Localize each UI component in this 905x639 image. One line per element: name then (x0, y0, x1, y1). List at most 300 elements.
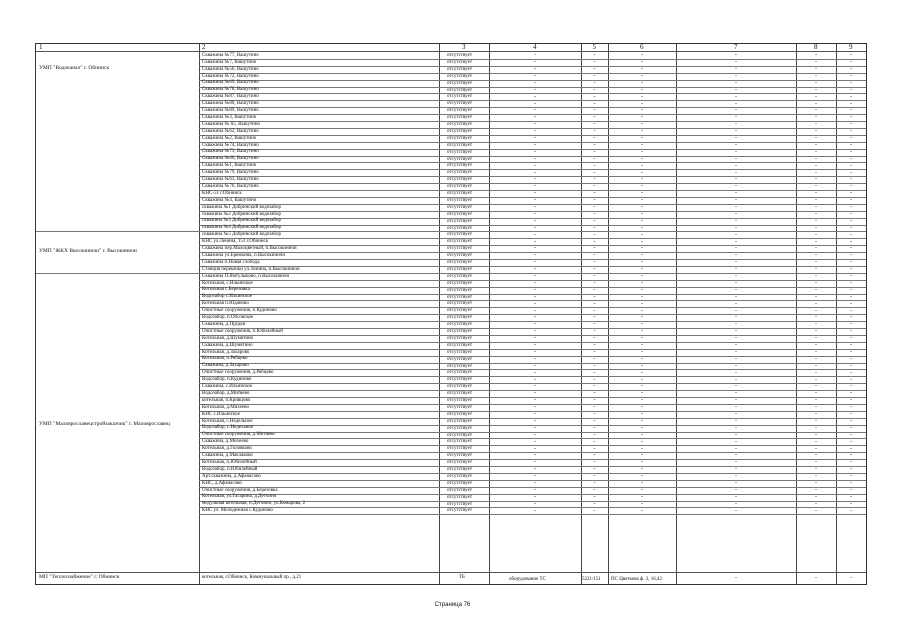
facility-name: Котельная, с.Ильинское (202, 280, 253, 286)
last-row-col4: оборудование ТС (509, 577, 546, 582)
row-divider (199, 425, 866, 426)
empty-cell-dash: - (593, 59, 596, 66)
empty-cell-dash: - (850, 459, 852, 466)
empty-cell-dash: - (641, 217, 643, 224)
row-divider (199, 473, 866, 474)
row-divider (199, 335, 866, 336)
empty-cell-dash: - (850, 210, 852, 217)
empty-cell-dash: - (850, 493, 852, 500)
empty-cell-dash: - (815, 128, 817, 135)
empty-cell-dash: - (850, 507, 852, 514)
empty-cell-dash: - (641, 383, 643, 390)
empty-cell-dash: - (641, 128, 643, 135)
empty-cell-dash: - (850, 321, 852, 328)
status-cell: отсутствует (447, 218, 473, 224)
empty-cell-dash: - (815, 445, 817, 452)
empty-cell-dash: - (735, 210, 737, 217)
status-cell: отсутствует (447, 453, 473, 459)
empty-cell-dash: - (815, 486, 817, 493)
empty-cell-dash: - (815, 266, 817, 273)
empty-cell-dash: - (815, 404, 817, 411)
empty-cell-dash: - (815, 183, 817, 190)
row-divider (199, 162, 866, 163)
empty-cell-dash: - (593, 273, 596, 279)
status-cell: отсутствует (447, 294, 473, 300)
empty-cell-dash: - (850, 128, 852, 135)
empty-cell-dash: - (641, 52, 643, 59)
empty-cell-dash: - (534, 238, 536, 245)
facility-name: Очистные сооружения, п.Кудиново (202, 308, 277, 314)
empty-cell-dash: - (641, 155, 643, 162)
row-divider (199, 280, 866, 281)
row-divider (199, 356, 866, 357)
empty-cell-dash: - (735, 452, 737, 459)
status-cell: отсутствует (447, 115, 473, 121)
row-divider (199, 252, 866, 253)
facility-name: Скважина п.Новая слобода (202, 259, 260, 265)
empty-cell-dash: - (850, 93, 852, 100)
empty-cell-dash: - (534, 459, 536, 466)
empty-cell-dash: - (593, 293, 596, 300)
status-cell: отсутствует (447, 301, 473, 307)
facility-name: Очистные сооружения, д.Митяево (202, 432, 275, 438)
empty-cell-dash: - (850, 245, 852, 252)
empty-cell-dash: - (641, 424, 643, 431)
empty-cell-dash: - (815, 362, 817, 369)
empty-cell-dash: - (641, 210, 643, 217)
empty-cell-dash: - (815, 424, 817, 431)
facility-name: КНС с.Ильинское (202, 411, 240, 417)
row-divider (199, 287, 866, 288)
status-cell: отсутствует (447, 135, 473, 141)
empty-cell-dash: - (735, 245, 737, 252)
empty-cell-dash: - (593, 300, 596, 307)
empty-cell-dash: - (850, 335, 852, 342)
empty-cell-dash: - (593, 197, 596, 204)
empty-cell-dash: - (641, 141, 643, 148)
empty-cell-dash: - (850, 107, 852, 114)
empty-cell-dash: - (815, 121, 817, 128)
row-divider (199, 307, 866, 308)
status-cell: отсутствует (447, 80, 473, 86)
empty-cell-dash: - (850, 141, 852, 148)
empty-cell-dash: - (815, 355, 817, 362)
empty-cell-dash: - (641, 342, 643, 348)
facility-name: Скважина № 65, Вашутино (202, 121, 261, 127)
empty-cell-dash: - (735, 369, 737, 376)
facility-name: Скважина №76, Вашутино (202, 183, 259, 189)
empty-cell-dash: - (735, 314, 737, 321)
empty-cell-dash: - (735, 238, 737, 245)
facility-name: Водозабор, п.Обсовское (202, 315, 254, 320)
empty-cell-dash: - (850, 575, 852, 581)
status-cell: отсутствует (447, 308, 473, 314)
empty-cell-dash: - (593, 397, 596, 404)
facility-name: Очистные сооружения, д.Березовка (202, 487, 278, 493)
status-cell: отсутствует (447, 246, 473, 252)
empty-cell-dash: - (735, 155, 737, 162)
empty-cell-dash: - (735, 293, 737, 300)
status-cell: отсутствует (447, 66, 473, 72)
facility-name: КНС-51 г.Обнинск (202, 190, 242, 196)
facility-name: Котельная, д.Михеево (202, 404, 249, 410)
status-cell: отсутствует (447, 398, 473, 403)
empty-cell-dash: - (735, 217, 737, 224)
empty-cell-dash: - (593, 141, 596, 148)
facility-name: Скважина, д.Захарово (202, 363, 249, 369)
last-row-col6: ПС Цветкова ф. 3, 16,42 (611, 577, 662, 582)
empty-cell-dash: - (641, 486, 643, 493)
facility-name: скважина №3 Добринский водозабор (202, 218, 281, 224)
empty-cell-dash: - (593, 314, 596, 321)
empty-cell-dash: - (641, 404, 643, 411)
empty-cell-dash: - (593, 79, 596, 86)
empty-cell-dash: - (593, 355, 596, 362)
column-header: 4 (533, 43, 537, 51)
empty-cell-dash: - (593, 86, 596, 93)
empty-cell-dash: - (593, 480, 596, 486)
empty-cell-dash: - (641, 417, 643, 424)
empty-cell-dash: - (534, 411, 536, 417)
empty-cell-dash: - (593, 286, 596, 293)
empty-cell-dash: - (850, 431, 852, 438)
empty-cell-dash: - (850, 100, 852, 107)
empty-cell-dash: - (850, 190, 852, 197)
empty-cell-dash: - (850, 424, 852, 431)
empty-cell-dash: - (641, 355, 643, 362)
status-cell: отсутствует (447, 94, 473, 100)
empty-cell-dash: - (534, 252, 536, 259)
empty-cell-dash: - (641, 66, 643, 72)
facility-name: Водозабор, д.Митяево (202, 390, 250, 396)
empty-cell-dash: - (735, 183, 737, 190)
empty-cell-dash: - (735, 390, 737, 397)
status-cell: отсутствует (447, 370, 473, 376)
empty-cell-dash: - (534, 190, 536, 197)
empty-cell-dash: - (641, 466, 643, 473)
empty-cell-dash: - (735, 438, 737, 445)
status-cell: отсутствует (447, 322, 473, 328)
empty-cell-dash: - (735, 424, 737, 431)
status-cell: отсутствует (447, 184, 473, 190)
empty-cell-dash: - (815, 238, 817, 245)
empty-cell-dash: - (534, 293, 536, 300)
row-divider (199, 438, 866, 439)
facility-name: Скважина №80, Вашутино (202, 101, 259, 107)
column-header: 5 (592, 43, 596, 51)
empty-cell-dash: - (735, 342, 737, 348)
row-divider (199, 363, 866, 364)
empty-cell-dash: - (735, 445, 737, 452)
empty-cell-dash: - (534, 135, 536, 141)
empty-cell-dash: - (735, 100, 737, 107)
empty-cell-dash: - (641, 93, 643, 100)
empty-cell-dash: - (735, 176, 737, 183)
row-divider (199, 314, 866, 315)
status-cell: отсутствует (447, 260, 473, 265)
empty-cell-dash: - (815, 459, 817, 466)
empty-cell-dash: - (534, 431, 536, 438)
empty-cell-dash: - (850, 59, 852, 66)
row-divider (199, 128, 866, 129)
empty-cell-dash: - (735, 59, 737, 66)
empty-cell-dash: - (815, 431, 817, 438)
empty-cell-dash: - (534, 417, 536, 424)
facility-name: Скважина №72, Вашутино (202, 73, 259, 79)
empty-cell-dash: - (815, 286, 817, 293)
facility-name: Котельная, д.Захарово (202, 349, 250, 355)
facility-name: скважина №5 Добринский водозабор (202, 232, 281, 238)
empty-cell-dash: - (850, 197, 852, 204)
empty-cell-dash: - (534, 279, 536, 286)
empty-cell-dash: - (735, 224, 737, 231)
empty-cell-dash: - (593, 404, 596, 411)
empty-cell-dash: - (593, 417, 596, 424)
empty-cell-dash: - (735, 431, 737, 438)
empty-cell-dash: - (815, 114, 817, 121)
empty-cell-dash: - (534, 231, 536, 238)
org-name: УМП "Водоканал" г. Обнинск (39, 65, 110, 71)
empty-cell-dash: - (815, 279, 817, 286)
empty-cell-dash: - (850, 72, 852, 79)
facility-name: Котельная, с.Недельное (202, 418, 253, 424)
status-cell: отсутствует (447, 232, 473, 238)
empty-cell-dash: - (850, 390, 852, 397)
empty-cell-dash: - (534, 273, 536, 279)
empty-cell-dash: - (815, 397, 817, 404)
facility-name: Скважина №4, Вашутино (202, 197, 257, 203)
empty-cell-dash: - (641, 162, 643, 169)
status-cell: отсутствует (447, 197, 473, 203)
row-divider (199, 487, 866, 488)
status-cell: отсутствует (447, 128, 473, 134)
facility-name: котельная, п.Кривцово (202, 397, 251, 403)
empty-cell-dash: - (815, 93, 817, 100)
empty-cell-dash: - (735, 362, 737, 369)
empty-cell-dash: - (850, 204, 852, 210)
empty-cell-dash: - (534, 507, 536, 514)
empty-cell-dash: - (815, 383, 817, 390)
org-name: УМП "Малоярославецстройзаказчик" г. Малоярославец (39, 421, 170, 427)
row-divider (199, 218, 866, 219)
row-divider (199, 238, 866, 239)
empty-cell-dash: - (815, 59, 817, 66)
empty-cell-dash: - (815, 141, 817, 148)
facility-name: Скважина №77, Вашутино (202, 52, 259, 58)
empty-cell-dash: - (850, 121, 852, 128)
empty-cell-dash: - (534, 486, 536, 493)
row-divider (199, 300, 866, 301)
empty-cell-dash: - (735, 459, 737, 466)
column-header: 2 (202, 43, 206, 51)
empty-cell-dash: - (593, 114, 596, 121)
empty-cell-dash: - (850, 376, 852, 383)
page-number: Страница 76 (434, 602, 471, 608)
status-cell: отсутствует (447, 108, 473, 114)
empty-cell-dash: - (641, 245, 643, 252)
empty-cell-dash: - (815, 575, 817, 581)
facility-name: Скважина ул.Еремкина, п.Высокиничи (202, 252, 286, 258)
facility-name: КНС ул. Молодежная с.Кудиново (202, 508, 273, 514)
empty-cell-dash: - (593, 507, 596, 514)
empty-cell-dash: - (735, 190, 737, 197)
empty-cell-dash: - (815, 452, 817, 459)
empty-cell-dash: - (815, 148, 817, 155)
empty-cell-dash: - (534, 286, 536, 293)
empty-cell-dash: - (641, 473, 643, 480)
row-divider (199, 397, 866, 398)
empty-cell-dash: - (534, 114, 536, 121)
empty-cell-dash: - (815, 86, 817, 93)
empty-cell-dash: - (534, 397, 536, 404)
empty-cell-dash: - (593, 224, 596, 231)
empty-cell-dash: - (735, 500, 737, 507)
column-header: 1 (39, 43, 43, 51)
status-cell: отсутствует (447, 356, 473, 362)
empty-cell-dash: - (735, 252, 737, 259)
empty-cell-dash: - (534, 335, 536, 342)
empty-cell-dash: - (815, 79, 817, 86)
empty-cell-dash: - (850, 369, 852, 376)
empty-cell-dash: - (815, 224, 817, 231)
status-cell: отсутствует (447, 418, 473, 424)
empty-cell-dash: - (534, 86, 536, 93)
empty-cell-dash: - (850, 169, 852, 176)
empty-cell-dash: - (641, 266, 643, 273)
empty-cell-dash: - (593, 328, 596, 335)
status-cell: отсутствует (447, 363, 473, 369)
empty-cell-dash: - (641, 279, 643, 286)
row-divider (199, 176, 866, 177)
column-header: 9 (849, 43, 853, 51)
empty-cell-dash: - (534, 376, 536, 383)
empty-cell-dash: - (593, 431, 596, 438)
empty-cell-dash: - (534, 314, 536, 321)
empty-cell-dash: - (534, 259, 536, 266)
status-cell: отсутствует (447, 280, 473, 286)
empty-cell-dash: - (593, 135, 596, 141)
status-cell: отсутствует (447, 253, 473, 259)
column-header: 6 (640, 43, 644, 51)
row-divider (199, 169, 866, 170)
empty-cell-dash: - (735, 411, 737, 417)
empty-cell-dash: - (735, 493, 737, 500)
empty-cell-dash: - (641, 459, 643, 466)
empty-cell-dash: - (815, 473, 817, 480)
facility-name: Арт.скважина, д.Афанасово (202, 473, 261, 479)
row-divider (199, 466, 866, 467)
facility-name: Скважина №7, Вашутино (202, 59, 257, 65)
row-divider (199, 459, 866, 460)
facility-name: Скважина №62, Вашутино (202, 128, 259, 134)
empty-cell-dash: - (735, 141, 737, 148)
status-cell: отсутствует (447, 480, 473, 486)
empty-cell-dash: - (735, 328, 737, 335)
empty-cell-dash: - (593, 176, 596, 183)
row-divider (199, 390, 866, 391)
empty-cell-dash: - (815, 190, 817, 197)
row-divider (199, 245, 866, 246)
empty-cell-dash: - (593, 369, 596, 376)
row-divider (199, 342, 866, 343)
row-divider (199, 418, 866, 419)
empty-cell-dash: - (534, 162, 536, 169)
empty-cell-dash: - (815, 417, 817, 424)
row-divider (199, 404, 866, 405)
empty-cell-dash: - (850, 473, 852, 480)
row-divider (199, 156, 866, 157)
row-divider (199, 452, 866, 453)
empty-cell-dash: - (735, 169, 737, 176)
empty-cell-dash: - (641, 190, 643, 197)
empty-cell-dash: - (641, 79, 643, 86)
facility-name: Очистные сооружения, д.Рябцево (202, 370, 274, 376)
row-divider (199, 507, 866, 508)
empty-cell-dash: - (534, 355, 536, 362)
empty-cell-dash: - (593, 162, 596, 169)
empty-cell-dash: - (593, 438, 596, 445)
empty-cell-dash: - (735, 300, 737, 307)
empty-cell-dash: - (850, 383, 852, 390)
status-cell: отсутствует (447, 473, 473, 479)
empty-cell-dash: - (735, 335, 737, 342)
empty-cell-dash: - (815, 169, 817, 176)
empty-cell-dash: - (815, 500, 817, 507)
empty-cell-dash: - (534, 500, 536, 507)
empty-cell-dash: - (593, 307, 596, 314)
empty-cell-dash: - (735, 348, 737, 355)
status-cell: отсутствует (447, 335, 473, 341)
row-divider (199, 204, 866, 205)
empty-cell-dash: - (534, 169, 536, 176)
facility-name: КНС ул.Ленина, 153 г.Обнинск (202, 239, 269, 245)
empty-cell-dash: - (534, 438, 536, 445)
empty-cell-dash: - (735, 107, 737, 114)
facility-name: скважина №1 Добринский водозабор (202, 204, 281, 210)
empty-cell-dash: - (641, 376, 643, 383)
empty-cell-dash: - (593, 279, 596, 286)
empty-cell-dash: - (735, 52, 737, 59)
empty-cell-dash: - (641, 176, 643, 183)
column-header: 7 (734, 43, 738, 51)
empty-cell-dash: - (850, 252, 852, 259)
status-cell: отсутствует (447, 87, 473, 93)
empty-cell-dash: - (534, 445, 536, 452)
empty-cell-dash: - (534, 100, 536, 107)
facility-name: Водозабор с.Ильинское (202, 294, 253, 300)
row-divider (199, 321, 866, 322)
empty-cell-dash: - (850, 155, 852, 162)
last-row-col5: 5221/151 (582, 577, 601, 582)
empty-cell-dash: - (815, 162, 817, 169)
empty-cell-dash: - (735, 128, 737, 135)
empty-cell-dash: - (593, 424, 596, 431)
empty-cell-dash: - (850, 279, 852, 286)
empty-cell-dash: - (593, 169, 596, 176)
empty-cell-dash: - (735, 114, 737, 121)
empty-cell-dash: - (850, 273, 852, 279)
empty-cell-dash: - (534, 383, 536, 390)
empty-cell-dash: - (815, 217, 817, 224)
empty-cell-dash: - (641, 252, 643, 259)
empty-cell-dash: - (735, 321, 737, 328)
empty-cell-dash: - (641, 72, 643, 79)
empty-cell-dash: - (735, 486, 737, 493)
empty-cell-dash: - (593, 155, 596, 162)
empty-cell-dash: - (815, 376, 817, 383)
empty-cell-dash: - (735, 286, 737, 293)
facility-name: Скважина, д.Шумятино (202, 342, 253, 348)
